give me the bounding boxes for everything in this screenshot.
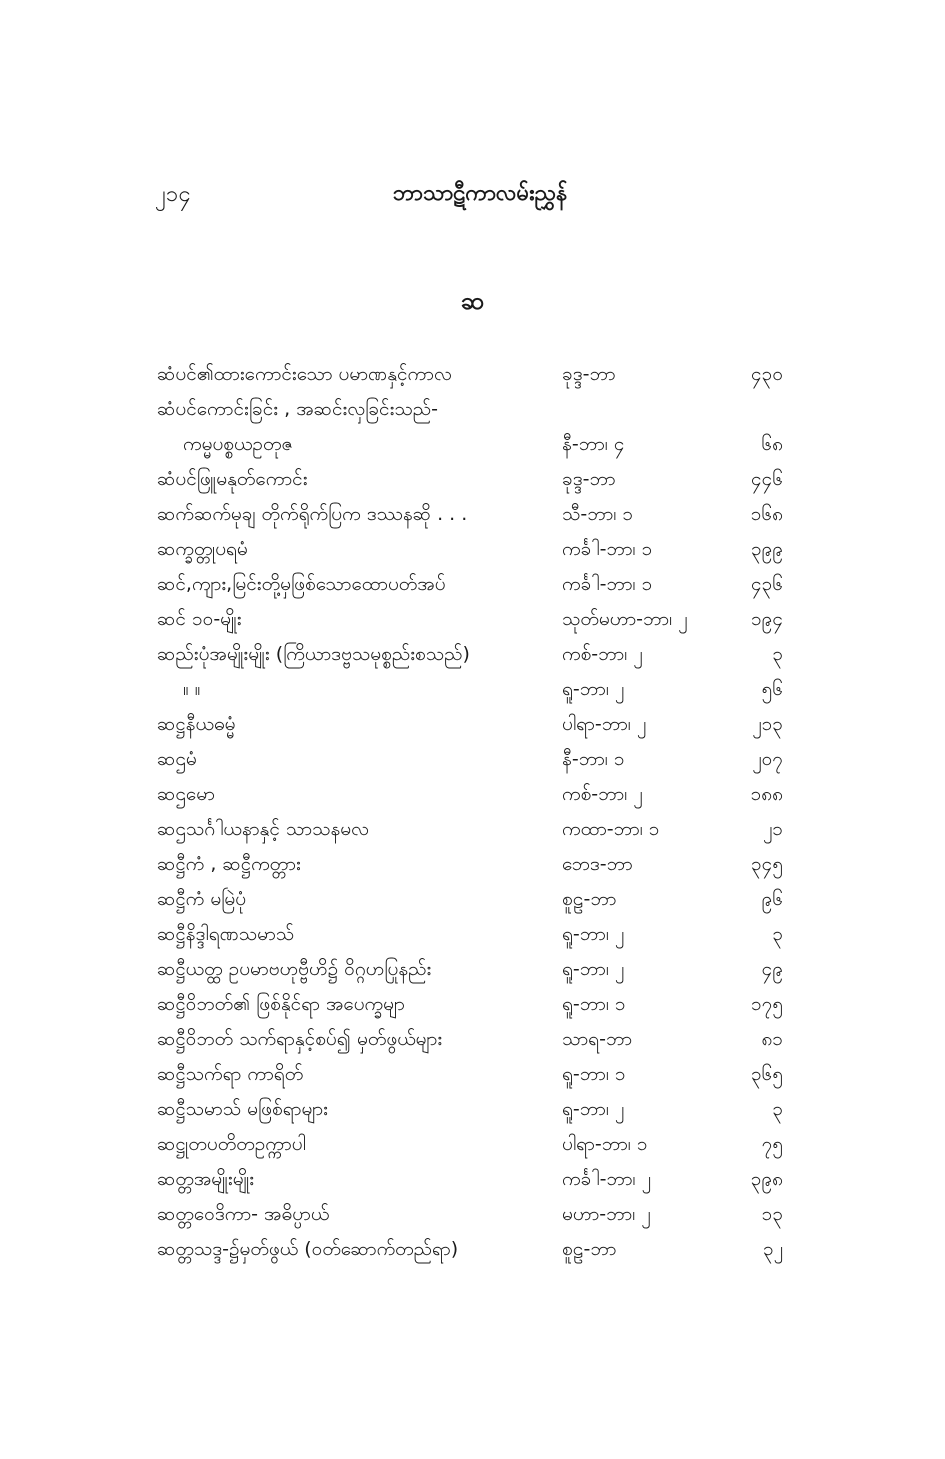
entry-source: ရူ-ဘာ၊ ၂	[562, 1098, 625, 1120]
entry-page-number: ၄၃၀	[750, 363, 783, 385]
entry-page-number: ၁၈၈	[750, 783, 783, 805]
entry-source: စူဠ-ဘာ	[562, 1238, 617, 1260]
index-entry	[0, 812, 945, 847]
entry-title: ဆဌသင်္ဂါယနာနှင့် သာသနမလ	[157, 818, 369, 840]
entry-source: ကင်္ခါ-ဘာ၊ ၁	[562, 538, 653, 560]
entry-page-number: ၃၉၉	[750, 538, 783, 560]
entry-page-number: ၁၇၅	[750, 993, 783, 1015]
index-entry	[0, 1197, 945, 1232]
index-entry	[0, 882, 945, 917]
index-entry	[0, 497, 945, 532]
entry-title: ဆဌမံ	[157, 748, 197, 770]
entry-page-number: ၅၆	[761, 678, 783, 700]
entry-title: ဆဋ္ဌီဝိဘတ်၏ ဖြစ်နိုင်ရာ အပေက္ခမျာ	[157, 993, 405, 1015]
index-entry	[0, 1022, 945, 1057]
entry-title: ဆင် ၁၀-မျိုး	[157, 608, 242, 630]
index-entry	[0, 392, 945, 427]
entry-source: ရူ-ဘာ၊ ၁	[562, 1063, 626, 1085]
entry-page-number: ၇၅	[761, 1133, 783, 1155]
entry-source: ခုဒ္ဒ-ဘာ	[562, 363, 616, 385]
entry-title: ဆဋ္ဌီဝိဘတ် သက်ရာနှင့်စပ်၍ မှတ်ဖွယ်များ	[157, 1028, 443, 1050]
index-entry	[0, 1057, 945, 1092]
index-entry	[0, 637, 945, 672]
entry-title: ဆဋ္ဌီယတ္ထ ဥပမာဗဟုဗ္ဗီဟိ၌ ဝိဂ္ဂဟပြုနည်း	[157, 958, 432, 980]
entry-page-number: ၄၄၆	[750, 468, 783, 490]
entry-title: ဆည်းပုံအမျိုးမျိုး (ကြိယာဒဗ္ဗသမုစ္စည်းစသည်)	[157, 643, 470, 665]
entry-title: ဆဋ္ဌုတပတိတဥက္ကာပါ	[157, 1133, 306, 1155]
entry-source: နီ-ဘာ၊ ၄	[562, 433, 625, 455]
entry-title: ဆက်ဆက်မုချ တိုက်ရိုက်ပြက ဒဿနဆို . . .	[157, 503, 468, 525]
entry-page-number: ၄၉	[761, 958, 783, 980]
entry-title: ဆင်,ကျား,မြင်းတို့မှဖြစ်သောထောပတ်အပ်	[157, 573, 446, 595]
entry-title: ဆံပင်ဖြူမနုတ်ကောင်း	[157, 468, 308, 490]
index-entry	[0, 952, 945, 987]
entry-page-number: ၃၉၈	[750, 1168, 783, 1190]
section-letter-heading: ဆ	[460, 287, 485, 315]
entry-source: ကင်္ခါ-ဘာ၊ ၂	[562, 1168, 651, 1190]
entry-title: ဆဋ္ဌီကံ မမြဲပုံ	[157, 888, 247, 910]
entry-title: ဆဌမော	[157, 783, 215, 805]
entry-title: ဆဋ္ဌီနိဒ္ဒါရဏသမာသ်	[157, 923, 295, 945]
index-entry	[0, 1232, 945, 1267]
index-entry	[0, 602, 945, 637]
index-entry	[0, 742, 945, 777]
entry-title: ။ ။	[183, 678, 201, 700]
index-entry	[0, 917, 945, 952]
entry-page-number: ၈၁	[761, 1028, 783, 1050]
index-entry	[0, 532, 945, 567]
index-entry	[0, 427, 945, 462]
entry-page-number: ၂၁၃	[752, 713, 783, 735]
entry-title: ကမ္မပစ္စယဥတုဇ	[183, 433, 293, 455]
page-number: ၂၁၄	[155, 182, 191, 207]
entry-source: ရူ-ဘာ၊ ၂	[562, 923, 625, 945]
entry-title: ဆဋ္ဌီကံ , ဆဋ္ဌီကတ္တား	[157, 853, 301, 875]
entry-source: ကစ်-ဘာ၊ ၂	[562, 783, 643, 805]
index-entry	[0, 987, 945, 1022]
entry-page-number: ၃၆၅	[750, 1063, 783, 1085]
entry-source: သုတ်မဟာ-ဘာ၊ ၂	[562, 608, 688, 630]
index-entry	[0, 357, 945, 392]
entry-title: ဆက္ခတ္တုပရမံ	[157, 538, 248, 560]
entry-source: ကထာ-ဘာ၊ ၁	[562, 818, 660, 840]
entry-source: မဟာ-ဘာ၊ ၂	[562, 1203, 651, 1225]
entry-page-number: ၁၆၈	[750, 503, 783, 525]
entry-source: ရူ-ဘာ၊ ၂	[562, 678, 625, 700]
entry-title: ဆဋ္ဌီသက်ရာ ကာရိတ်	[157, 1063, 304, 1085]
entry-source: သီ-ဘာ၊ ၁	[562, 503, 634, 525]
entry-source: ခုဒ္ဒ-ဘာ	[562, 468, 616, 490]
entry-page-number: ၃၄၅	[750, 853, 783, 875]
entry-page-number: ၃	[772, 1098, 783, 1120]
index-entry	[0, 567, 945, 602]
index-entries	[0, 357, 945, 1267]
index-entry	[0, 1127, 945, 1162]
entry-source: ပါရာ-ဘာ၊ ၂	[562, 713, 647, 735]
entry-source: ကစ်-ဘာ၊ ၂	[562, 643, 643, 665]
index-entry	[0, 462, 945, 497]
entry-title: ဆံပင်၏ထားကောင်းသော ပမာဏနှင့်ကာလ	[157, 363, 452, 385]
entry-title: ဆတ္တသဒ္ဒ-၌မှတ်ဖွယ် (ဝတ်ဆောက်တည်ရာ)	[157, 1238, 459, 1260]
entry-page-number: ၃	[772, 643, 783, 665]
index-entry	[0, 672, 945, 707]
index-entry	[0, 1092, 945, 1127]
index-entry	[0, 1162, 945, 1197]
running-title: ဘာသာဋီကာလမ်းညွှန်	[392, 181, 568, 206]
entry-source: ရူ-ဘာ၊ ၂	[562, 958, 625, 980]
entry-title: ဆတ္တဝေဒိကာ- အဓိပ္ပာယ်	[157, 1203, 330, 1225]
entry-source: ပါရာ-ဘာ၊ ၁	[562, 1133, 648, 1155]
entry-page-number: ၆၈	[761, 433, 783, 455]
entry-page-number: ၁၉၄	[750, 608, 783, 630]
entry-source: ရူ-ဘာ၊ ၁	[562, 993, 626, 1015]
index-entry	[0, 707, 945, 742]
entry-source: ဘေဒ-ဘာ	[562, 853, 633, 875]
entry-page-number: ၁၃	[761, 1203, 783, 1225]
index-entry	[0, 777, 945, 812]
entry-source: သာရ-ဘာ	[562, 1028, 633, 1050]
entry-title: ဆဋ္ဌနီယဓမ္မံ	[157, 713, 236, 735]
entry-title: ဆတ္တအမျိုးမျိုး	[157, 1168, 255, 1190]
entry-page-number: ၃	[772, 923, 783, 945]
entry-page-number: ၂၀၇	[752, 748, 783, 770]
entry-page-number: ၃၂	[762, 1238, 783, 1260]
entry-page-number: ၄၃၆	[750, 573, 783, 595]
entry-source: စူဠ-ဘာ	[562, 888, 617, 910]
entry-source: ကင်္ခါ-ဘာ၊ ၁	[562, 573, 653, 595]
entry-page-number: ၂၁	[762, 818, 783, 840]
index-entry	[0, 847, 945, 882]
entry-page-number: ၉၆	[761, 888, 783, 910]
entry-title: ဆဋ္ဌီသမာသ် မဖြစ်ရာများ	[157, 1098, 328, 1120]
entry-title: ဆံပင်ကောင်းခြင်း , အဆင်းလှခြင်းသည်-	[157, 398, 439, 420]
entry-source: နီ-ဘာ၊ ၁	[562, 748, 625, 770]
